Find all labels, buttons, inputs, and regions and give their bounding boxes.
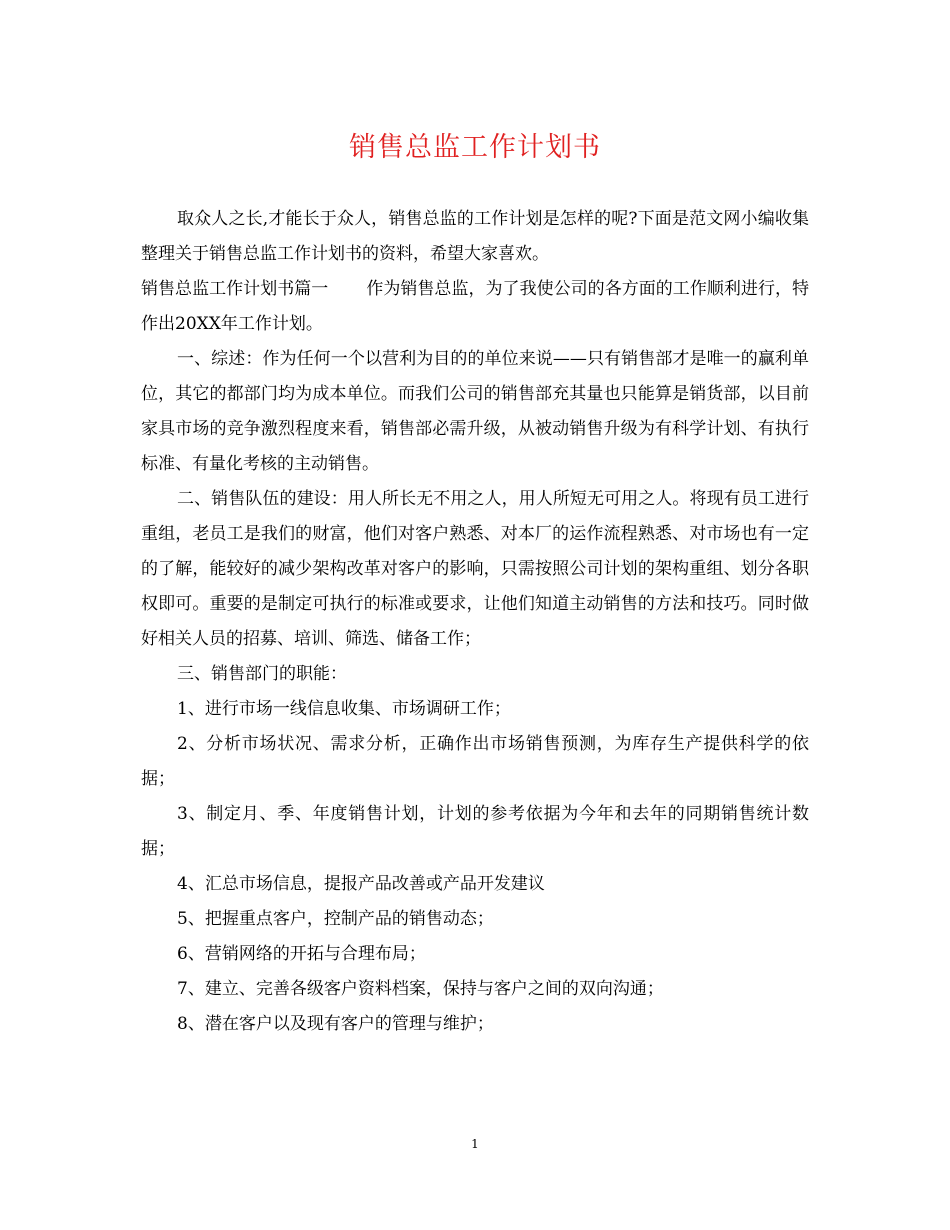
paragraph-team-building: 二、销售队伍的建设：用人所长无不用之人，用人所短无可用之人。将现有员工进行重组，老员工是我们的财富，他们对客户熟悉、对本厂的运作流程熟悉、对市场也有一定的了解，能较好的减少架构改革对客户的影响，只需按照公司计划的架构重组、划分各职权即可。重要的是制定可执行的标准或要求，让他们知道主动销售的方法和技巧。同时做好相关人员的招募、培训、筛选、储备工作； xyxy=(141,489,809,649)
list-item-6: 6、营销网络的开拓与合理布局； xyxy=(177,944,426,964)
page-number: 1 xyxy=(471,1137,479,1151)
document-body xyxy=(141,202,809,1042)
intro-paragraph: 取众人之长,才能长于众人，销售总监的工作计划是怎样的呢?下面是范文网小编收集整理关于销售总监工作计划书的资料，希望大家喜欢。 xyxy=(141,209,809,264)
list-item-3: 3、制定月、季、年度销售计划，计划的参考依据为今年和去年的同期销售统计数据； xyxy=(141,804,809,859)
list-item-4: 4、汇总市场信息，提报产品改善或产品开发建议 xyxy=(177,874,545,894)
section-intro-text: 作为销售总监，为了我使公司的各方面的工作顺利进行，特作出20XX年工作计划。 xyxy=(141,279,809,334)
paragraph-department-functions: 三、销售部门的职能： xyxy=(177,664,347,684)
section-intro-paragraph xyxy=(141,272,809,342)
list-item-2: 2、分析市场状况、需求分析，正确作出市场销售预测，为库存生产提供科学的依据； xyxy=(141,734,809,789)
list-item-5: 5、把握重点客户，控制产品的销售动态； xyxy=(177,909,494,929)
list-item-8: 8、潜在客户以及现有客户的管理与维护； xyxy=(177,1014,494,1034)
list-item-1: 1、进行市场一线信息收集、市场调研工作； xyxy=(177,699,511,719)
document-title: 销售总监工作计划书 xyxy=(349,132,601,163)
list-item-7: 7、建立、完善各级客户资料档案，保持与客户之间的双向沟通； xyxy=(177,979,664,999)
section-heading: 销售总监工作计划书篇一 xyxy=(141,279,329,299)
paragraph-overview: 一、综述：作为任何一个以营利为目的的单位来说——只有销售部才是唯一的赢利单位，其它的都部门均为成本单位。而我们公司的销售部充其量也只能算是销货部，以目前家具市场的竞争激烈程度来看，销售部必需升级，从被动销售升级为有科学计划、有执行标准、有量化考核的主动销售。 xyxy=(141,349,809,474)
